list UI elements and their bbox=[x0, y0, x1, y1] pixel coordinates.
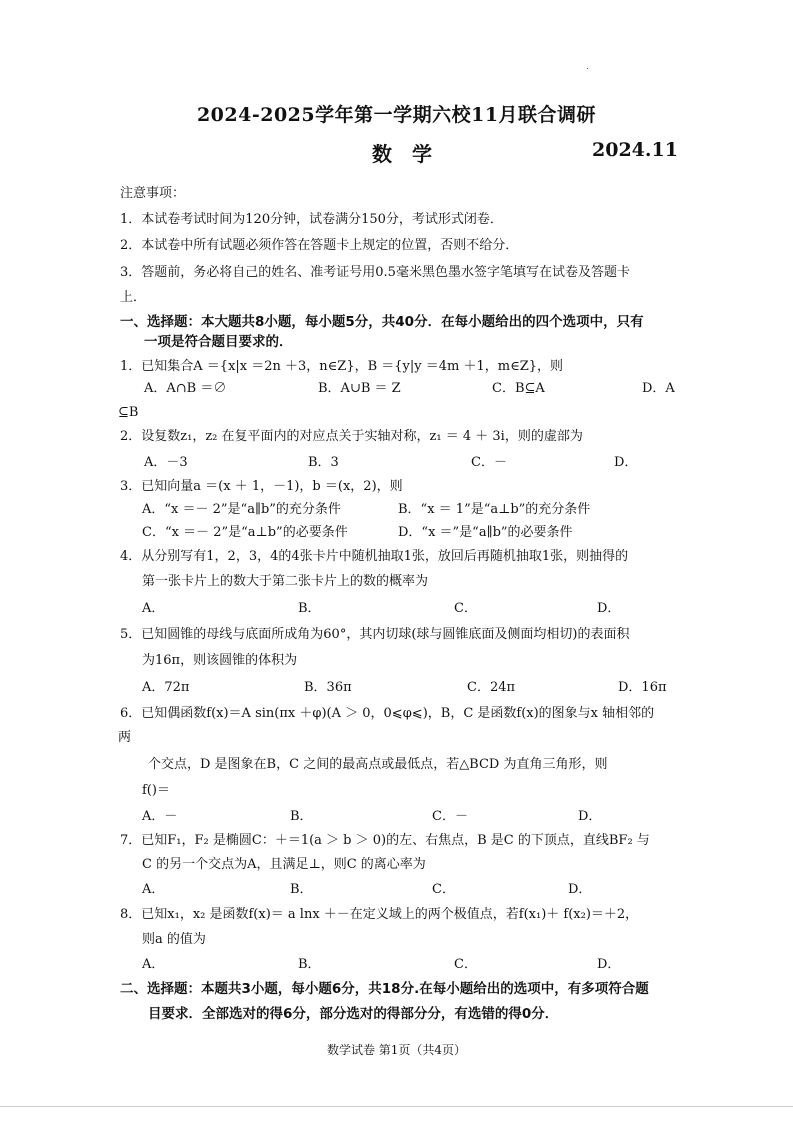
question-7-option-d: D． bbox=[568, 882, 592, 897]
notice-heading: 注意事项： bbox=[120, 186, 186, 201]
question-1-option-b: B．A∪B ＝ Z bbox=[318, 381, 401, 396]
question-2-option-c: C．－ bbox=[471, 455, 507, 470]
notice-item: 1．本试卷考试时间为120分钟，试卷满分150分，考试形式闭卷． bbox=[120, 212, 503, 227]
question-2-option-b: B．3 bbox=[308, 455, 339, 470]
page-footer: 数学试卷 第1页（共4页） bbox=[326, 1043, 467, 1057]
question-6-stem-line2: 个交点，D 是图象在B，C 之间的最高点或最低点，若△BCD 为直角三角形，则 bbox=[148, 757, 608, 772]
question-1-option-d: D．A bbox=[642, 381, 675, 396]
page-divider bbox=[0, 1106, 793, 1107]
question-5-option-d: D．16π bbox=[618, 680, 667, 695]
question-3-option-c: C．“x ＝－ 2”是“a⊥b”的必要条件 bbox=[142, 525, 348, 540]
question-4-option-d: D． bbox=[597, 601, 621, 616]
notice-item: 上． bbox=[120, 290, 147, 305]
question-1-option-a: A．A∩B ＝∅ bbox=[144, 381, 227, 396]
question-5-option-a: A．72π bbox=[142, 680, 190, 695]
question-4-stem: 4．从分别写有1，2，3，4的4张卡片中随机抽取1张，放回后再随机抽取1张，则抽得的 bbox=[120, 549, 629, 564]
question-6-option-d: D． bbox=[578, 809, 602, 824]
section-heading: 二、选择题：本题共3小题，每小题6分，共18分.在每小题给出的选项中，有多项符合题 bbox=[120, 981, 649, 997]
section-heading-line2: 一项是符合题目要求的． bbox=[144, 334, 293, 350]
section-heading-line2: 目要求．全部选对的得6分，部分选对的得部分分，有选错的得0分． bbox=[148, 1006, 559, 1022]
exam-date: 2024.11 bbox=[592, 139, 678, 161]
section-heading: 一、选择题：本大题共8小题，每小题5分，共40分．在每小题给出的四个选项中，只有 bbox=[120, 314, 644, 330]
question-6-option-b: B． bbox=[290, 809, 313, 824]
question-4-option-a: A． bbox=[142, 601, 165, 616]
question-2-option-d: D． bbox=[614, 455, 638, 470]
question-4-stem-line2: 第一张卡片上的数大于第二张卡片上的数的概率为 bbox=[142, 574, 429, 589]
question-8-option-d: D． bbox=[597, 957, 621, 972]
question-8-option-c: C． bbox=[454, 957, 477, 972]
question-6-stem: 6．已知偶函数f(x)＝A sin(πx ＋φ)(A ＞ 0，0⩽φ⩽)，B，C 是函数f(x)的图象与x 轴相邻的 bbox=[120, 706, 655, 721]
notice-item: 3．答题前，务必将自己的姓名、准考证号用0.5毫米黑色墨水签字笔填写在试卷及答题卡 bbox=[120, 265, 630, 280]
question-1-stem: 1．已知集合A ＝{x|x ＝2n ＋3，n∈Z}，B ＝{y|y ＝4m ＋1，m∈Z}，则 bbox=[120, 359, 563, 374]
question-8-option-b: B． bbox=[298, 957, 321, 972]
question-7-stem-line2: C 的另一个交点为A，且满足⊥，则C 的离心率为 bbox=[142, 857, 426, 872]
question-6-stem-line3: f()＝ bbox=[142, 783, 170, 798]
question-3-option-a: A．“x ＝－ 2”是“a∥b”的充分条件 bbox=[142, 502, 341, 517]
notice-item: 2．本试卷中所有试题必须作答在答题卡上规定的位置，否则不给分． bbox=[120, 238, 519, 253]
question-1-option-d-wrap: ⊆B bbox=[118, 405, 139, 420]
question-6-stem-wrap: 两 bbox=[118, 730, 132, 745]
question-4-option-c: C． bbox=[454, 601, 477, 616]
question-5-option-c: C．24π bbox=[467, 680, 516, 695]
corner-dot: . bbox=[586, 62, 589, 72]
subject-title: 数学 bbox=[372, 142, 452, 166]
question-2-option-a: A．－3 bbox=[144, 455, 188, 470]
question-7-stem: 7．已知F₁，F₂ 是椭圆C：＋＝1(a ＞ b ＞ 0)的左、右焦点，B 是C 的下顶点，直线BF₂ 与 bbox=[120, 833, 650, 848]
question-1-option-c: C．B⊆A bbox=[492, 381, 545, 396]
question-8-stem: 8．已知x₁，x₂ 是函数f(x)＝ a lnx ＋－在定义域上的两个极值点，若f(x₁)＋ f(x₂)＝＋2， bbox=[120, 907, 639, 922]
question-3-stem: 3．已知向量a ＝(x ＋ 1，－1)，b ＝(x，2)，则 bbox=[120, 479, 403, 494]
question-7-option-c: C． bbox=[432, 882, 455, 897]
question-3-option-b: B．“x ＝ 1”是“a⊥b”的充分条件 bbox=[398, 502, 591, 517]
question-5-option-b: B．36π bbox=[304, 680, 352, 695]
question-8-stem-line2: 则a 的值为 bbox=[142, 932, 206, 947]
question-5-stem-line2: 为16π，则该圆锥的体积为 bbox=[142, 653, 298, 668]
question-7-option-a: A． bbox=[142, 882, 165, 897]
question-2-stem: 2．设复数z₁，z₂ 在复平面内的对应点关于实轴对称，z₁ ＝ 4 ＋ 3i，则的虚部为 bbox=[120, 429, 583, 444]
question-8-option-a: A． bbox=[142, 957, 165, 972]
question-3-option-d: D．“x ＝”是“a∥b”的必要条件 bbox=[398, 525, 573, 540]
exam-title: 2024-2025学年第一学期六校11月联合调研 bbox=[196, 104, 597, 126]
question-6-option-c: C．－ bbox=[432, 809, 468, 824]
question-7-option-b: B． bbox=[290, 882, 313, 897]
question-6-option-a: A．－ bbox=[142, 809, 178, 824]
question-4-option-b: B． bbox=[298, 601, 321, 616]
question-5-stem: 5．已知圆锥的母线与底面所成角为60°，其内切球(球与圆锥底面及侧面均相切)的表面积 bbox=[120, 627, 630, 642]
